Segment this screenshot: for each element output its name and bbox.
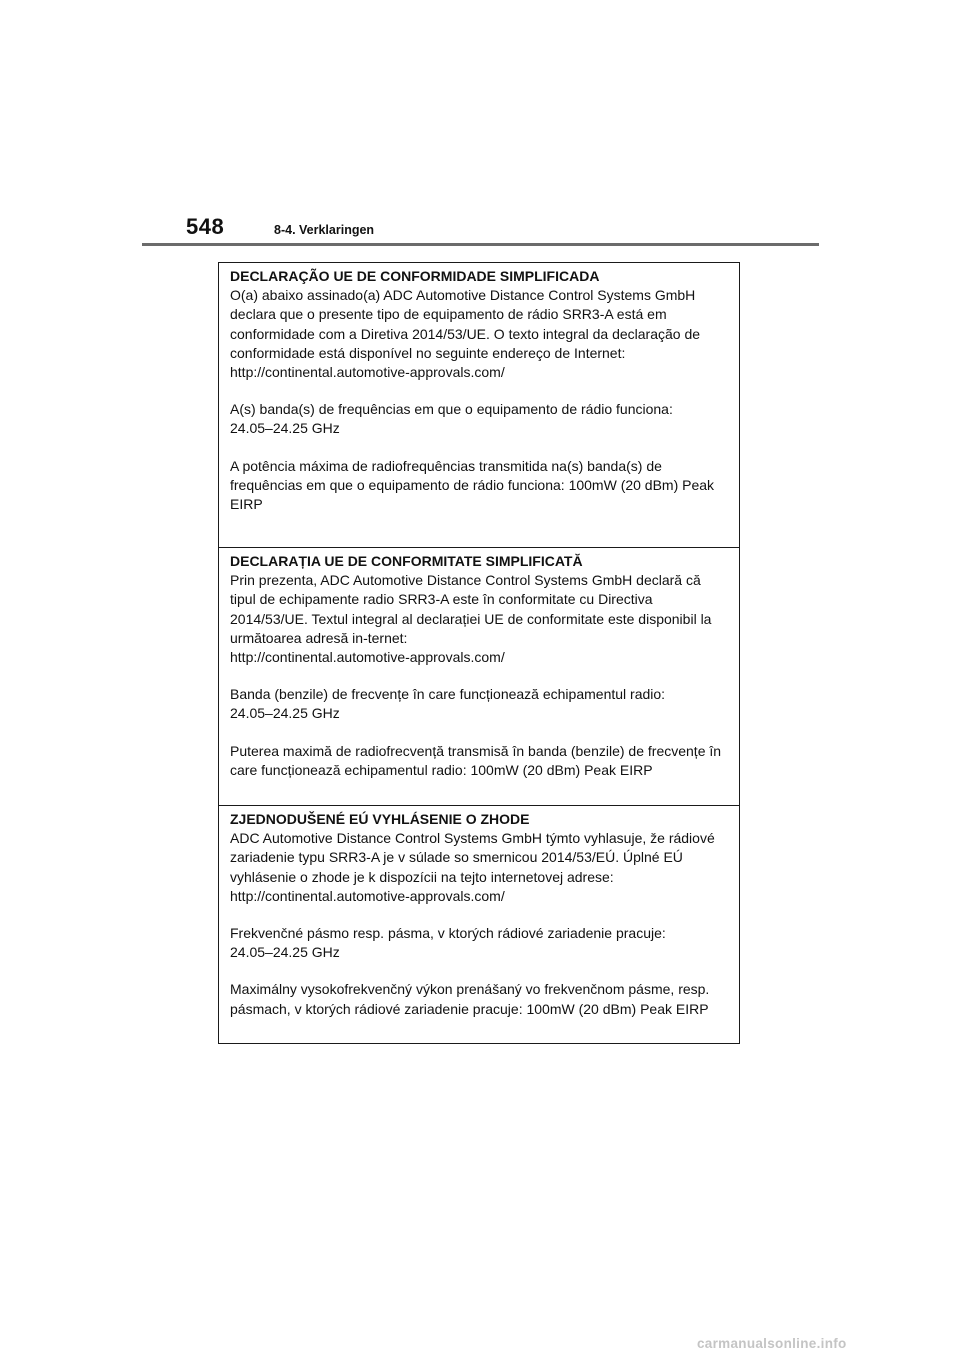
declaration-body: Prin prezenta, ADC Automotive Distance Control Systems GmbH declară că tipul de echipamente radio SRR3-A este în conformitate cu Directiva 2014/53/UE. Textul integral al declarației UE de conformitate este disponibil la următoarea adresă in-ternet: <box>230 572 712 646</box>
frequency-band-label: A(s) banda(s) de frequências em que o equipamento de rádio funciona: <box>230 401 673 418</box>
frequency-band-value: 24.05–24.25 GHz <box>230 944 340 961</box>
frequency-band-value: 24.05–24.25 GHz <box>230 705 340 722</box>
declaration-heading: DECLARAÇÃO UE DE CONFORMIDADE SIMPLIFICADA <box>230 268 600 284</box>
declaration-body: ADC Automotive Distance Control Systems GmbH týmto vyhlasuje, že rádiové zariadenie typu SRR3-A je v súlade so smernicou 2014/53/EÚ. Úplné EÚ vyhlásenie o zhode je k dispozícii na tejto internetovej adrese: <box>230 830 715 885</box>
declaration-heading: ZJEDNODUŠENÉ EÚ VYHLÁSENIE O ZHODE <box>230 811 530 827</box>
declaration-body: O(a) abaixo assinado(a) ADC Automotive Distance Control Systems GmbH declara que o presente tipo de equipamento de rádio SRR3-A está em conformidade com a Diretiva 2014/53/UE. O texto integral da declaração de conformidade está disponível no seguinte endereço de Internet: <box>230 287 701 361</box>
max-power-text: A potência máxima de radiofrequências transmitida na(s) banda(s) de frequências em que o equipamento de rádio funciona: 100mW (20 dBm) Peak EIRP <box>230 457 715 513</box>
declaration-url: http://continental.automotive-approvals.com/ <box>230 364 505 381</box>
declaration-url: http://continental.automotive-approvals.com/ <box>230 649 505 666</box>
declaration-url: http://continental.automotive-approvals.com/ <box>230 887 505 904</box>
declarations-box <box>218 262 740 1044</box>
page-header <box>186 214 374 240</box>
max-power-text: Puterea maximă de radiofrecvență transmisă în banda (benzile) de frecvențe în care funcționează echipamentul radio: 100mW (20 dBm) Peak EIRP <box>230 742 722 778</box>
declaration-slovak <box>219 805 739 1043</box>
frequency-band-label: Frekvenčné pásmo resp. pásma, v ktorých rádiové zariadenie pracuje: <box>230 925 666 942</box>
frequency-band-label: Banda (benzile) de frecvențe în care funcționează echipamentul radio: <box>230 686 666 703</box>
declaration-portuguese <box>219 263 739 547</box>
max-power-text: Maximálny vysokofrekvenčný výkon prenášaný vo frekvenčnom pásme, resp. pásmach, v ktorých rádiové zariadenie pracuje: 100mW (20 dBm) Peak EIRP <box>230 981 710 1017</box>
page-number: 548 <box>186 214 225 239</box>
declaration-romanian <box>219 547 739 805</box>
section-title: 8-4. Verklaringen <box>274 223 375 237</box>
watermark: carmanualsonline.info <box>697 1336 847 1351</box>
frequency-band-value: 24.05–24.25 GHz <box>230 420 340 437</box>
header-divider <box>142 243 819 246</box>
declaration-heading: DECLARAȚIA UE DE CONFORMITATE SIMPLIFICATĂ <box>230 553 583 569</box>
